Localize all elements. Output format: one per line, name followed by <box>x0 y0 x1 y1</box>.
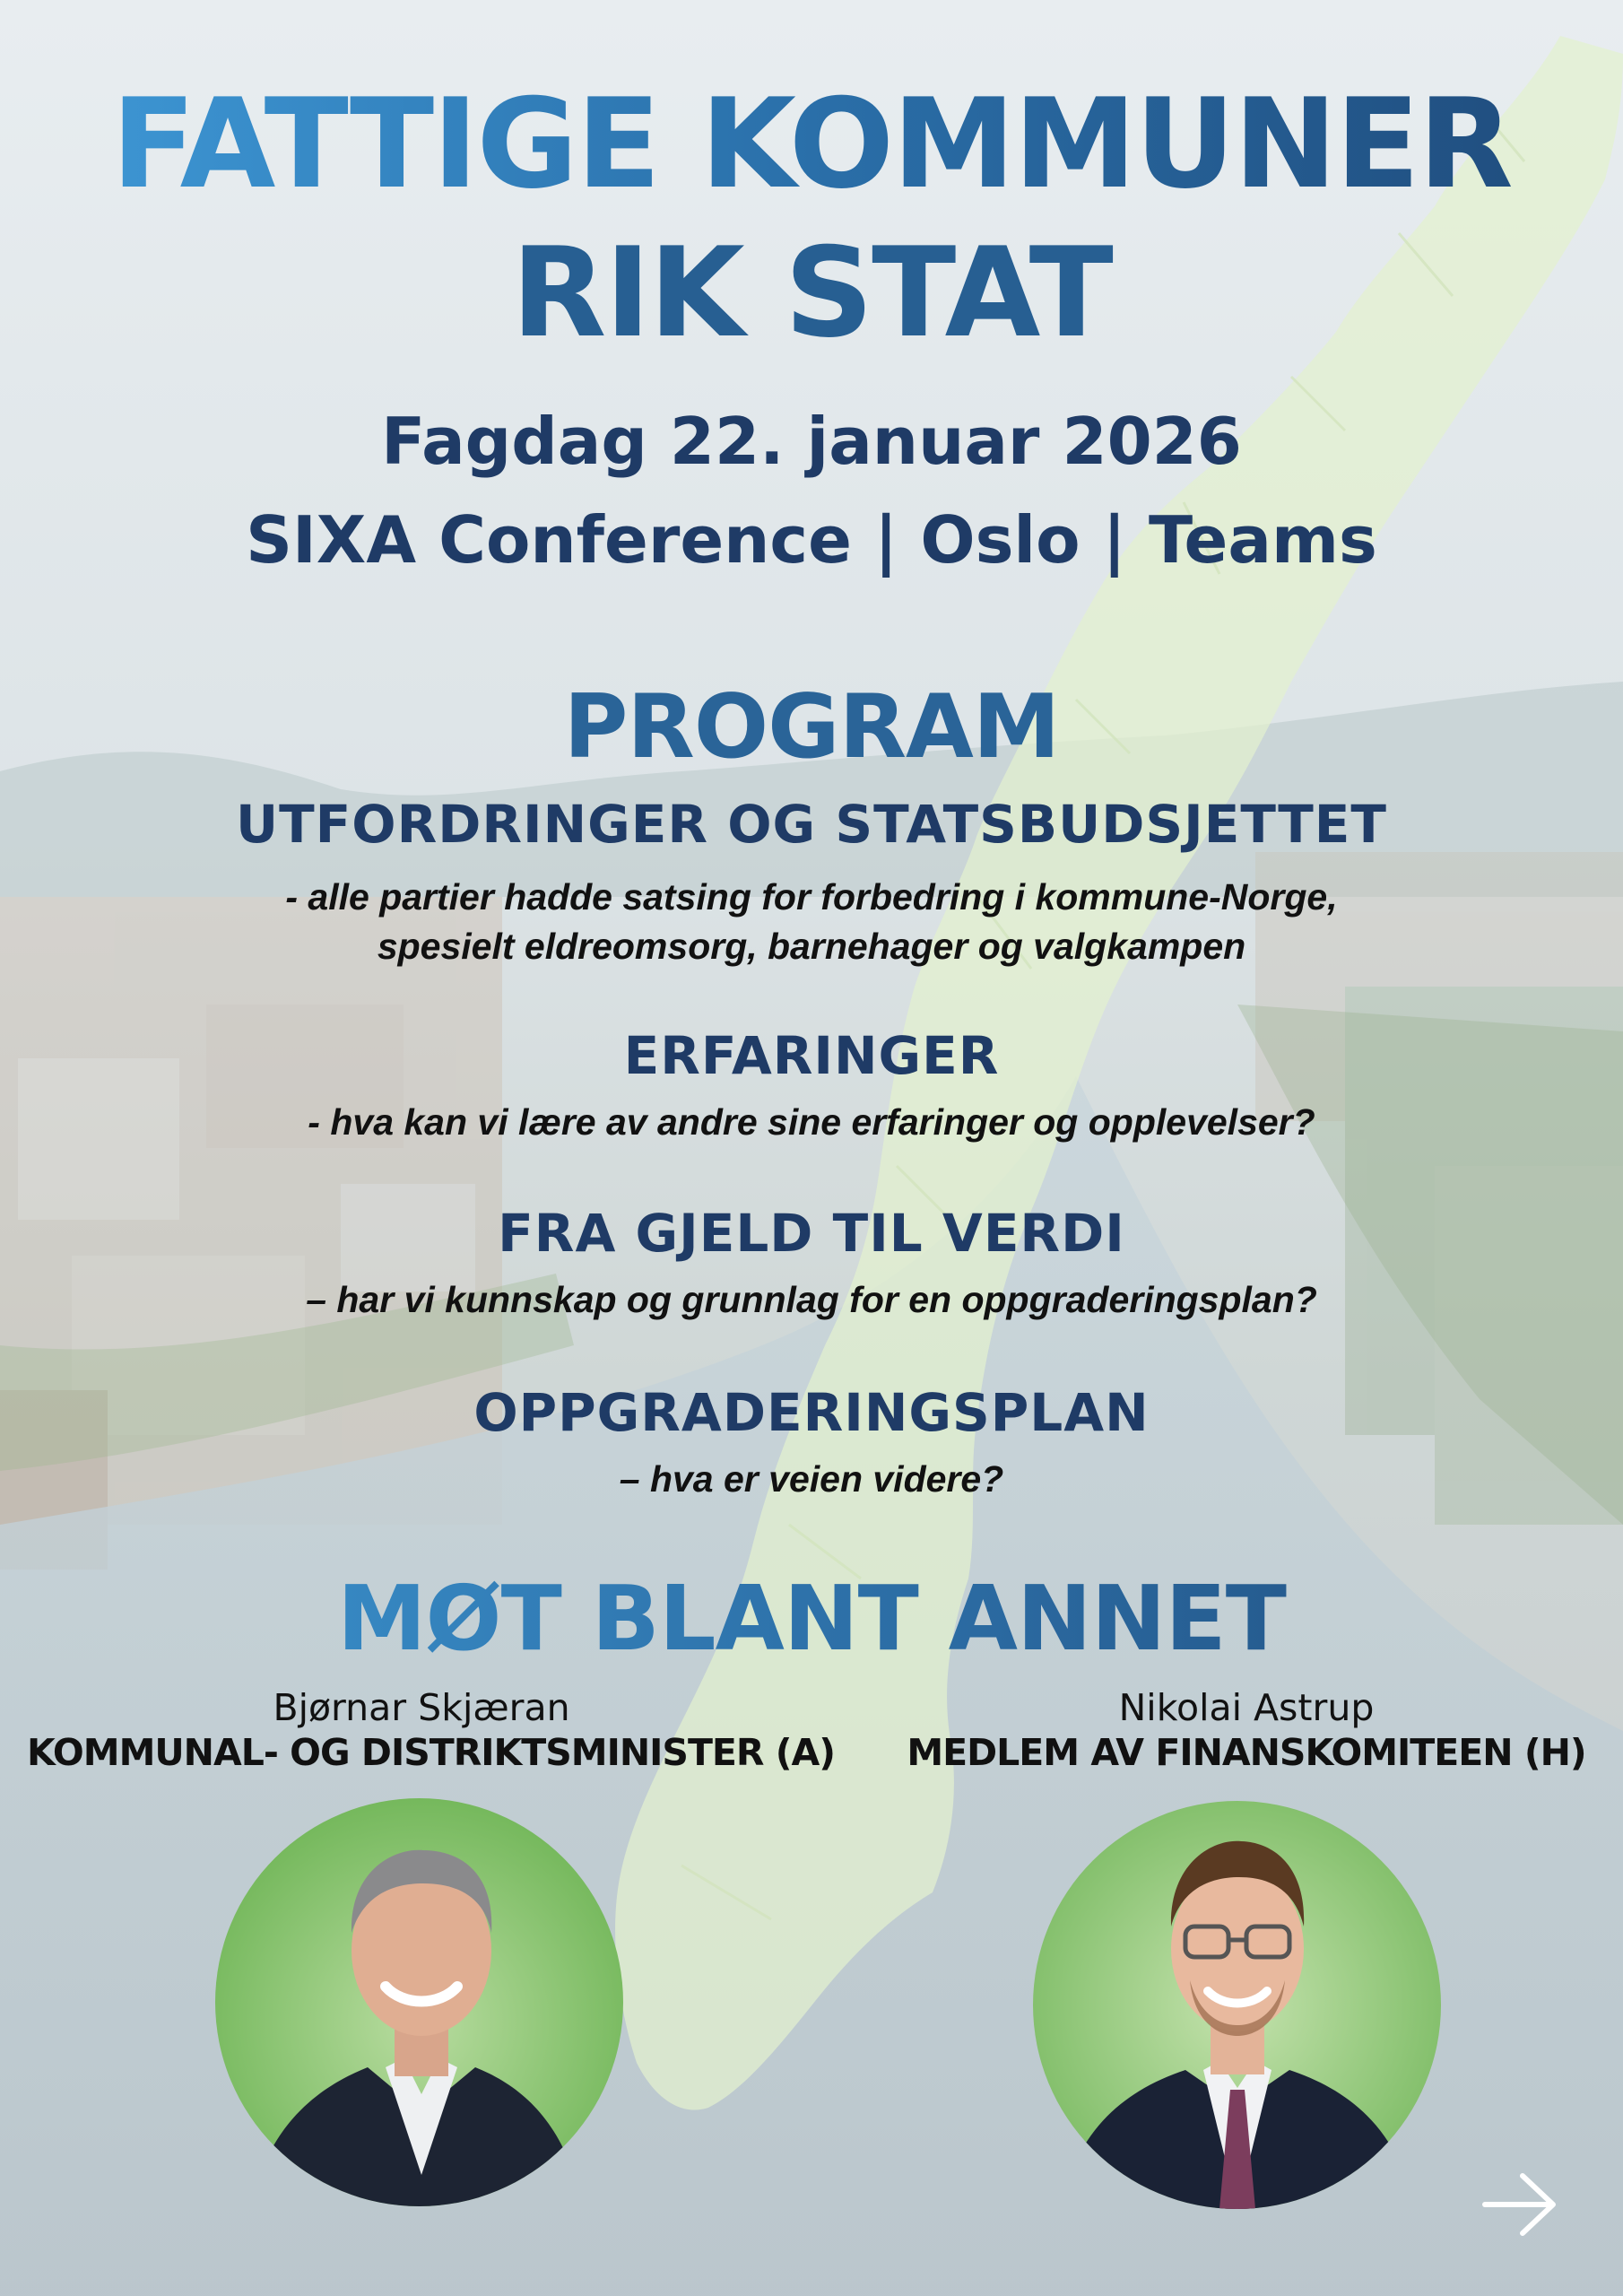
program-section-title: UTFORDRINGER OG STATSBUDSJETTET <box>236 794 1387 855</box>
program-section-title: ERFARINGER <box>623 1025 1000 1086</box>
speaker-role: MEDLEM AV FINANSKOMITEEN (H) <box>907 1731 1586 1775</box>
title-line-1: FATTIGE KOMMUNER <box>0 83 1623 206</box>
speaker-role: KOMMUNAL- OG DISTRIKTSMINISTER (A) <box>27 1731 835 1775</box>
program-section-description: – har vi kunnskap og grunnlag for en oppgraderingsplan? <box>306 1279 1317 1320</box>
program-heading: PROGRAM <box>563 676 1060 778</box>
speaker-portrait <box>1033 1801 1441 2209</box>
speaker-portrait <box>215 1798 623 2206</box>
speaker-card <box>897 1686 1596 1776</box>
program-section-title: OPPGRADERINGSPLAN <box>473 1382 1150 1443</box>
program-section-description: - alle partier hadde satsing for forbedring i kommune-Norge, <box>285 876 1338 918</box>
event-venue: SIXA Conference | Oslo | Teams <box>246 502 1377 578</box>
program-section-description: – hva er veien videre? <box>619 1458 1004 1500</box>
program-section-description: - hva kan vi lære av andre sine erfaringer og opplevelser? <box>308 1101 1315 1143</box>
speaker-name: Bjørnar Skjæran <box>273 1686 570 1729</box>
meet-heading: MØT BLANT ANNET <box>0 1574 1623 1664</box>
title-line-2: RIK STAT <box>511 221 1112 365</box>
event-date: Fagdag 22. januar 2026 <box>381 404 1242 479</box>
arrow-right-icon[interactable] <box>1480 2169 1560 2240</box>
program-section-title: FRA GJELD TIL VERDI <box>498 1203 1125 1264</box>
speaker-card <box>27 1686 835 1776</box>
speaker-name: Nikolai Astrup <box>1118 1686 1375 1729</box>
program-section-description: spesielt eldreomsorg, barnehager og valgkampen <box>377 926 1246 967</box>
